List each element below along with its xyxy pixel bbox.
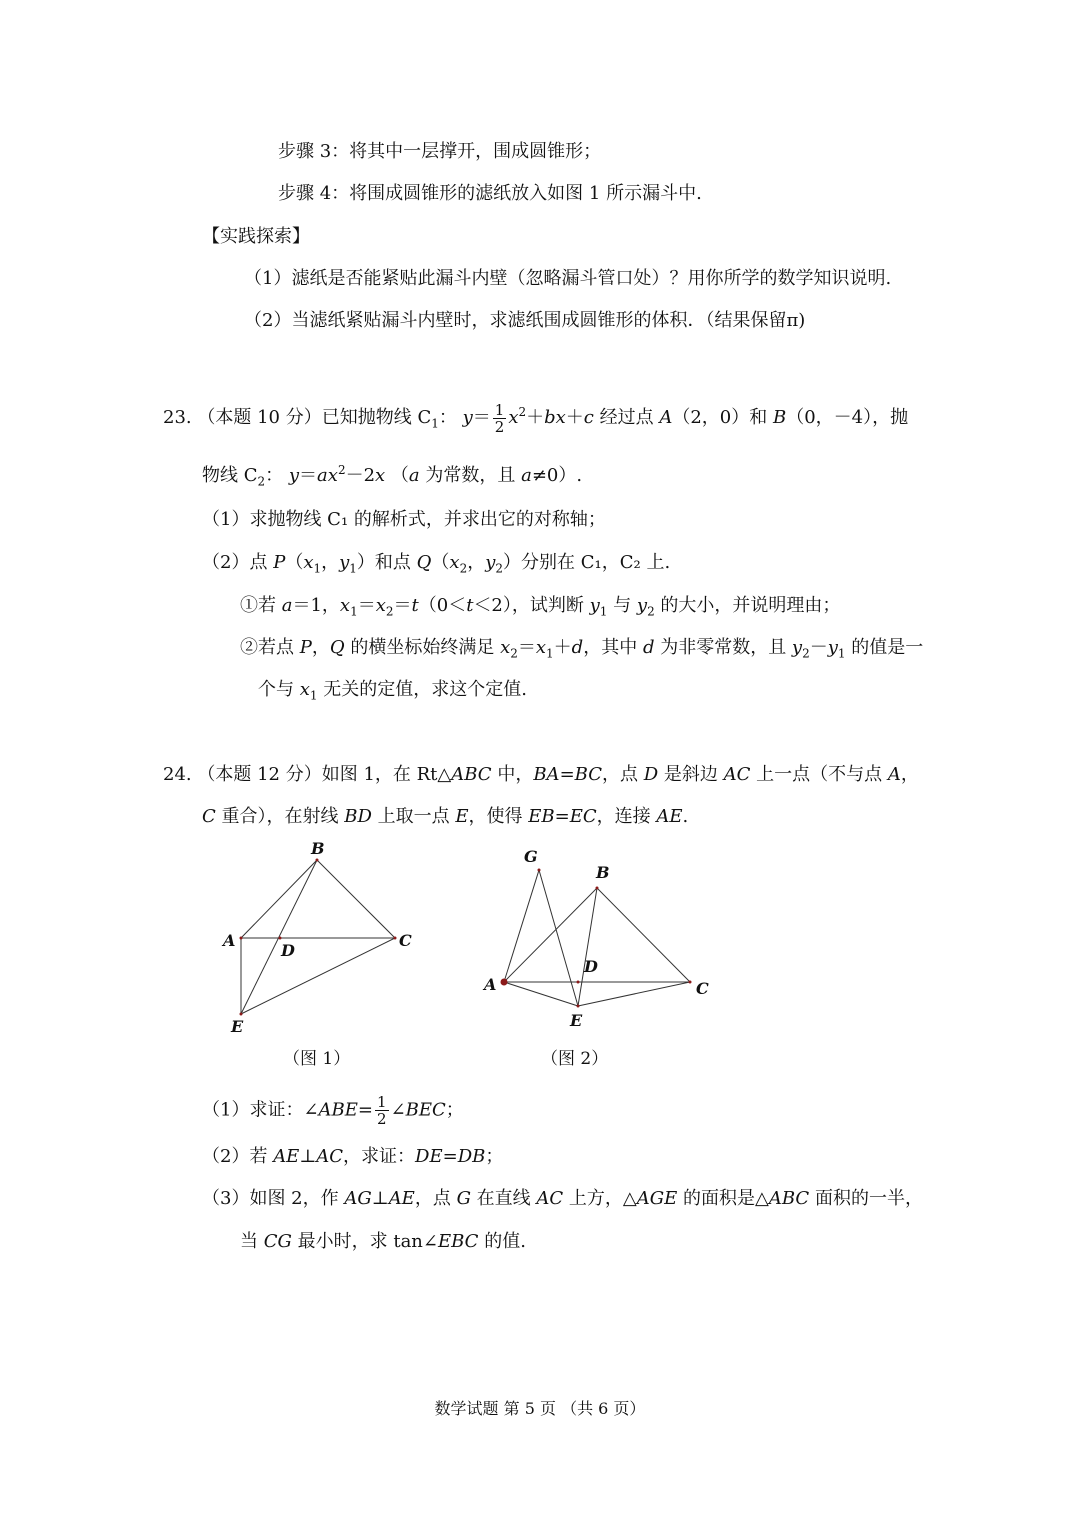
q24-sub3: （3）如图 2，作 AG⊥AE，点 G 在直线 AC 上方，△AGE 的面积是△ABC 面积的一半， [202, 1188, 923, 1209]
fig2-label-e: E [570, 1011, 583, 1030]
figure-2 [470, 840, 730, 1040]
q23-line1: 23. （本题 10 分）已知抛物线 $C_1$： y＝ $\frac{1}{2}$ $x^2+bx+c$ 经过点 A（2，0）和 B（0，－4），抛 [163, 400, 909, 436]
figure-1-caption: （图 1） [283, 1049, 351, 1069]
fig2-label-a: A [484, 975, 497, 994]
fig1-label-d: D [281, 941, 295, 960]
fig2-label-b: B [596, 863, 610, 882]
fig1-segment-ba [241, 860, 317, 938]
q23-line2: 物线 $C_2$： $y=ax^2-2x$ （a 为常数，且 a≠0）. [202, 463, 583, 489]
fig2-segment-bc [597, 888, 690, 982]
figure-1 [215, 838, 425, 1038]
fig1-label-b: B [311, 839, 325, 858]
q23-sub1: （1）求抛物线 C₁ 的解析式，并求出它的对称轴； [202, 509, 606, 530]
practice-heading: 【实践探索】 [202, 226, 310, 247]
fig2-segment-ae [504, 982, 578, 1006]
practice-q1: （1）滤纸是否能紧贴此漏斗内壁（忽略漏斗管口处）？用你所学的数学知识说明. [244, 268, 892, 289]
step-3: 步骤 3：将其中一层撑开，围成圆锥形； [278, 141, 602, 162]
fig1-segment-ec [241, 938, 395, 1014]
practice-q2: （2）当滤纸紧贴漏斗内壁时，求滤纸围成圆锥形的体积．（结果保留π) [244, 310, 806, 331]
step-4: 步骤 4：将围成圆锥形的滤纸放入如图 1 所示漏斗中. [278, 183, 702, 204]
q24-sub2: （2）若 AE⊥AC，求证：DE=DB； [202, 1146, 504, 1167]
q24-line1: 24. （本题 12 分）如图 1，在 Rt△ABC 中，BA=BC，点 D 是斜边 AC 上一点（不与点 A， [163, 764, 919, 785]
q24-sub1: （1）求证：∠ABE= $\frac{1}{2}$ ∠BEC； [202, 1093, 464, 1128]
fig2-label-d: D [584, 957, 598, 976]
q24-sub3-cont: 当 CG 最小时，求 tan∠EBC 的值. [240, 1231, 526, 1252]
page-footer: 数学试题 第 5 页 （共 6 页） [434, 1399, 646, 1418]
fig2-segment-ge [539, 870, 578, 1006]
q23-sub2-i: ①若 a＝1，$x_1=x_2=t(0<t<2)$，试判断 $y_1$ 与 $y_2$ 的大小，并说明理由； [240, 595, 841, 619]
fig2-label-c: C [696, 979, 709, 998]
fig1-label-a: A [223, 931, 236, 950]
fig2-segment-be [578, 888, 597, 1006]
fig1-label-e: E [231, 1017, 244, 1036]
fig1-label-c: C [399, 931, 412, 950]
q24-line2: C 重合），在射线 BD 上取一点 E，使得 EB=EC，连接 AE. [202, 806, 689, 827]
q23-sub2-ii-cont: 个与 $x_1$ 无关的定值，求这个定值. [258, 679, 527, 703]
fig1-segment-bc [317, 860, 395, 938]
q23-sub2-ii: ②若点 P，Q 的横坐标始终满足 $x_2=x_1+d$，其中 d 为非零常数，且 $y_2-y_1$ 的值是一 [240, 637, 924, 661]
fig2-segment-ec [578, 982, 690, 1006]
figure-2-caption: （图 2） [541, 1049, 609, 1069]
fig2-label-g: G [524, 847, 538, 866]
q23-sub2: （2）点 $P(x_1$，$y_1$）和点 $Q(x_2$，$y_2$）分别在 C₁，C₂ 上. [202, 552, 671, 576]
fig2-segment-ga [504, 870, 539, 982]
